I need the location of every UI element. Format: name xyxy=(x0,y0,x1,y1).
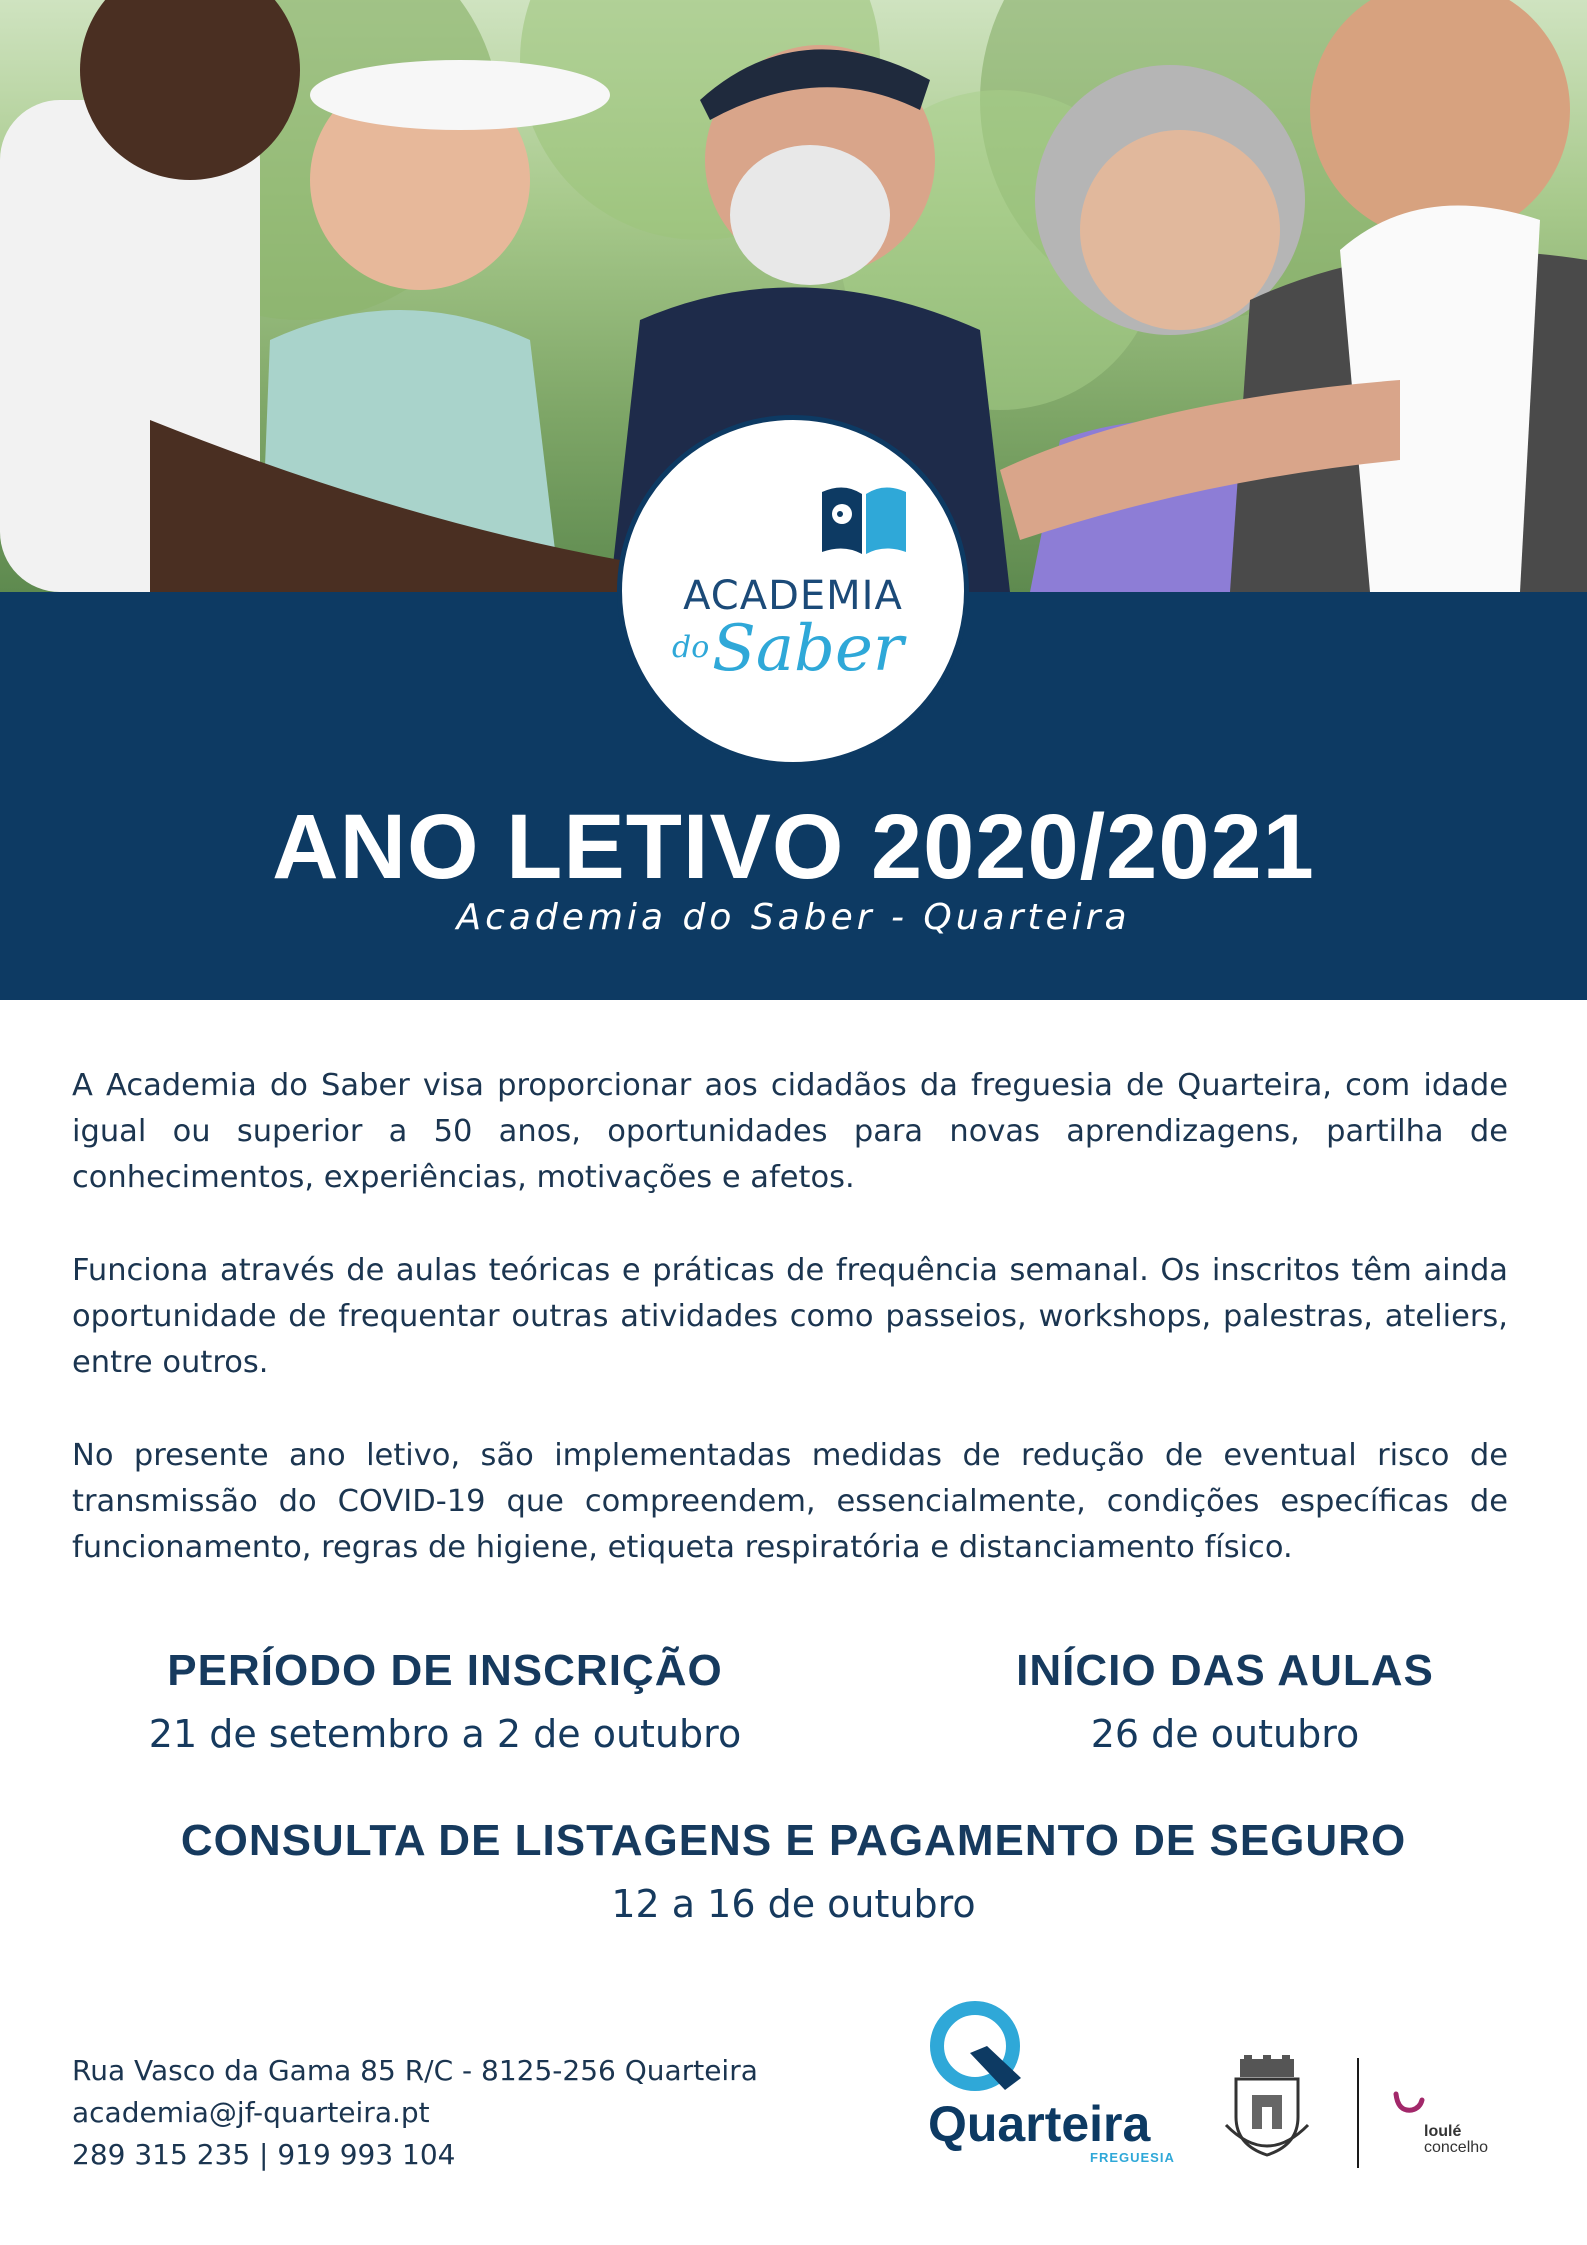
lists-insurance-dates: 12 a 16 de outubro xyxy=(611,1882,976,1926)
quarteira-q-icon xyxy=(925,1998,1025,2098)
logo-academia-text: ACADEMIA xyxy=(683,573,903,619)
address-text: Rua Vasco da Gama 85 R/C - 8125-256 Quarteira xyxy=(72,2054,758,2087)
registration-period-block xyxy=(100,1646,790,1756)
intro-paragraph: A Academia do Saber visa proporcionar aos cidadãos da freguesia de Quarteira, com idade igual ou superior a 50 anos, oportunidades para novas aprendizagens, partilha de conhecimentos, experiências, motivações e afetos. xyxy=(72,1068,1508,1195)
open-book-head-icon xyxy=(814,482,914,562)
page-subtitle: Academia do Saber - Quarteira xyxy=(456,897,1131,938)
loule-swirl-icon xyxy=(1392,2090,1426,2116)
quarteira-logo-subtext: FREGUESIA xyxy=(1090,2150,1175,2165)
logo-do-text: do xyxy=(672,630,710,665)
logo-saber-text: Saber xyxy=(712,612,904,686)
classes-start-date: 26 de outubro xyxy=(1090,1712,1360,1756)
covid-paragraph: No presente ano letivo, são implementadas medidas de redução de eventual risco de transmissão do COVID-19 que compreendem, essencialmente, condições específicas de funcionamento, regras de higiene, etiqueta respiratória e distanciamento físico. xyxy=(72,1438,1508,1565)
municipal-crest-icon xyxy=(1222,2055,1312,2165)
loule-logo-line1: loulé xyxy=(1424,2123,1462,2140)
classes-paragraph: Funciona através de aulas teóricas e práticas de frequência semanal. Os inscritos têm ainda oportunidade de frequentar outras atividades como passeios, workshops, palestras, ateliers, entre outros. xyxy=(72,1253,1508,1380)
lists-insurance-title: CONSULTA DE LISTAGENS E PAGAMENTO DE SEGURO xyxy=(180,1816,1407,1865)
footer-divider xyxy=(1357,2058,1359,2168)
page-title: ANO LETIVO 2020/2021 xyxy=(272,796,1315,898)
classes-start-title: INÍCIO DAS AULAS xyxy=(1016,1646,1434,1695)
registration-title: PERÍODO DE INSCRIÇÃO xyxy=(167,1646,723,1695)
classes-start-block xyxy=(930,1646,1520,1756)
lists-insurance-block xyxy=(0,1816,1587,1926)
phone-numbers: 289 315 235 | 919 993 104 xyxy=(72,2138,456,2171)
registration-dates: 21 de setembro a 2 de outubro xyxy=(148,1712,742,1756)
email-link[interactable]: academia@jf-quarteira.pt xyxy=(72,2096,430,2129)
contact-info xyxy=(72,2050,758,2176)
quarteira-logo-text: Quarteira xyxy=(928,2096,1151,2152)
loule-logo-line2: concelho xyxy=(1424,2139,1489,2156)
